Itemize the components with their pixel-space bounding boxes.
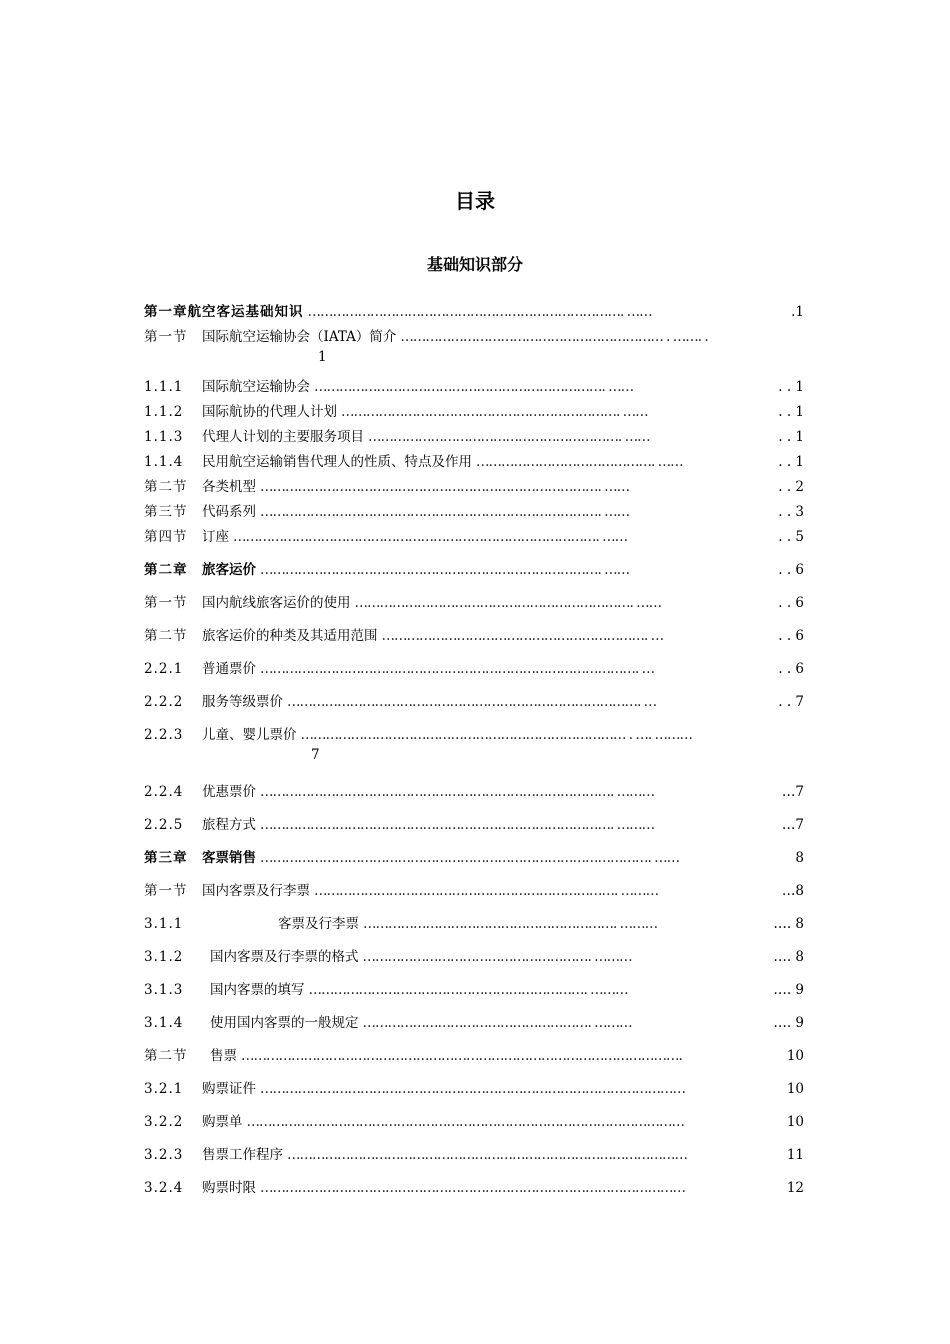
toc-entry[interactable] <box>144 626 804 646</box>
toc-entry-number: 3.1.4 <box>144 1015 184 1031</box>
toc-entry-page: …. 8 <box>773 949 804 965</box>
toc-entry-label: 售票工作程序 <box>202 1147 283 1163</box>
toc-entry-number: 2.2.3 <box>144 727 184 743</box>
toc-leader-dots: …………………………………………………………………… . …. ……… <box>300 727 692 743</box>
toc-entry-number: 第二节 <box>144 479 188 495</box>
toc-entry-page: …. 9 <box>773 1015 804 1031</box>
toc-entry[interactable] <box>144 947 804 967</box>
toc-entry-label: 国际航协的代理人计划 <box>202 404 337 420</box>
toc-entry-page: 10 <box>786 1114 804 1130</box>
toc-entry-label: 代码系列 <box>202 504 256 520</box>
toc-entry-number: 第二节 <box>144 1048 188 1064</box>
toc-entry-page: 10 <box>786 1048 804 1064</box>
toc-leader-dots: ………………………………………………………………………. …… <box>260 504 630 520</box>
toc-entry-label: 国内客票的填写 <box>210 982 305 998</box>
toc-entry-page: . . 1 <box>778 379 804 395</box>
toc-entry-number: 第二章 <box>144 562 188 578</box>
toc-entry-page: . . 6 <box>778 661 804 677</box>
toc-leader-dots: ………………………………………………………………………………………… <box>260 1180 685 1196</box>
toc-leader-dots: …………………………………………………………………………. ……… <box>260 784 655 800</box>
toc-entry[interactable] <box>144 560 804 580</box>
toc-leader-dots: ……………………………………………………. ……… <box>363 916 658 932</box>
toc-entry[interactable] <box>144 692 804 712</box>
toc-entry-number: 2.2.2 <box>144 694 184 710</box>
toc-entry-number: 3.2.2 <box>144 1114 184 1130</box>
toc-leader-dots: …………………………………………………………. ……… <box>308 982 628 998</box>
toc-leader-dots: ………………………………………………. ……… <box>362 1015 632 1031</box>
toc-entry-page: . . 1 <box>778 429 804 445</box>
toc-entry[interactable] <box>144 1046 804 1066</box>
toc-entry[interactable] <box>144 377 804 397</box>
toc-entry-page: 10 <box>786 1081 804 1097</box>
toc-entry[interactable] <box>144 402 804 422</box>
toc-leader-dots: …………………………………………………………………………. … <box>287 694 657 710</box>
toc-entry-page: …7 <box>781 817 804 833</box>
toc-entry-label: 售票 <box>210 1048 237 1064</box>
toc-entry-page-wrapped: 1 <box>318 349 327 365</box>
toc-entry-number: 1.1.3 <box>144 429 184 445</box>
toc-entry-label: 国内客票及行李票的格式 <box>210 949 359 965</box>
toc-entry[interactable] <box>144 1079 804 1099</box>
toc-entry-label: 旅程方式 <box>202 817 256 833</box>
page-title: 目录 <box>455 189 495 213</box>
toc-entry-number: 第二节 <box>144 628 188 644</box>
toc-leader-dots: ………………………………………………………………………………. … <box>260 661 655 677</box>
toc-leader-dots: …………………………………………………………………. …… <box>307 304 652 320</box>
toc-entry[interactable] <box>144 659 804 679</box>
toc-entry-number: 3.2.4 <box>144 1180 184 1196</box>
toc-entry-label: 儿童、婴儿票价 <box>202 727 297 743</box>
toc-entry[interactable] <box>144 477 804 497</box>
toc-entry-label: 民用航空运输销售代理人的性质、特点及作用 <box>202 454 472 470</box>
toc-entry-page: 11 <box>786 1147 804 1163</box>
toc-entry-page: . . 1 <box>778 454 804 470</box>
toc-leader-dots: ………………………………………………………. … <box>381 628 664 644</box>
toc-leader-dots: …………………………………………………………………………………………… <box>246 1114 684 1130</box>
toc-entry-page: . . 7 <box>778 694 804 710</box>
toc-leader-dots: ………………………………………………………………………. …… <box>260 479 630 495</box>
toc-entry[interactable] <box>144 302 804 322</box>
toc-entry-label: 旅客运价的种类及其适用范围 <box>202 628 378 644</box>
toc-leader-dots: ………………………………………………. ……… <box>362 949 632 965</box>
toc-entry[interactable] <box>144 782 804 802</box>
toc-entry-number: 第三节 <box>144 504 188 520</box>
toc-entry[interactable] <box>144 980 804 1000</box>
toc-leader-dots: ……………………………………………………………. …… <box>314 379 634 395</box>
toc-entry[interactable] <box>144 881 804 901</box>
toc-entry[interactable] <box>144 914 804 934</box>
toc-entry-page: . . 1 <box>778 404 804 420</box>
toc-entry-label: 使用国内客票的一般规定 <box>210 1015 359 1031</box>
toc-entry-label: 购票证件 <box>202 1081 256 1097</box>
toc-entry-number: 第一章航空客运基础知识 <box>144 304 304 320</box>
toc-entry-number: 第四节 <box>144 529 188 545</box>
toc-entry[interactable] <box>144 848 804 868</box>
toc-leader-dots: ……………………………………………………………………………. …… <box>233 529 628 545</box>
toc-leader-dots: ……………………………………………………… . ……. . <box>400 329 708 345</box>
toc-entry[interactable] <box>144 327 804 365</box>
toc-entry-page: . . 5 <box>778 529 804 545</box>
toc-entry-number: 第三章 <box>144 850 188 866</box>
toc-entry[interactable] <box>144 593 804 613</box>
toc-leader-dots: …………………………………………………………………………………… <box>287 1147 687 1163</box>
toc-entry-label: 购票单 <box>202 1114 243 1130</box>
toc-entry-label: 国际航空运输协会 <box>202 379 310 395</box>
toc-entry-label: 购票时限 <box>202 1180 256 1196</box>
toc-entry-number: 1.1.2 <box>144 404 184 420</box>
toc-entry-number: 3.2.1 <box>144 1081 184 1097</box>
toc-entry-number: 第一节 <box>144 595 188 611</box>
toc-entry-number: 1.1.4 <box>144 454 184 470</box>
toc-entry-label: 各类机型 <box>202 479 256 495</box>
toc-entry[interactable] <box>144 527 804 547</box>
toc-entry[interactable] <box>144 815 804 835</box>
section-subtitle: 基础知识部分 <box>426 255 523 274</box>
toc-entry-page: . . 6 <box>778 595 804 611</box>
toc-entry-label: 优惠票价 <box>202 784 256 800</box>
toc-entry[interactable] <box>144 427 804 447</box>
toc-entry-number: 3.1.2 <box>144 949 184 965</box>
toc-entry-number: 2.2.5 <box>144 817 184 833</box>
toc-entry-page: …7 <box>781 784 804 800</box>
toc-entry-page: . . 2 <box>778 479 804 495</box>
toc-entry-page: . . 6 <box>778 562 804 578</box>
toc-entry[interactable] <box>144 1013 804 1033</box>
toc-leader-dots: ………………………………………………………………………………………… <box>260 1081 685 1097</box>
toc-entry-label: 国际航空运输协会（IATA）简介 <box>202 329 397 345</box>
toc-entry-label: 订座 <box>202 529 229 545</box>
toc-entry-label: 旅客运价 <box>202 562 256 578</box>
toc-entry-page: …. 9 <box>773 982 804 998</box>
toc-leader-dots: ………………………………………………………………. ……… <box>314 883 659 899</box>
toc-entry-label: 客票销售 <box>202 850 256 866</box>
toc-entry-label: 国内客票及行李票 <box>202 883 310 899</box>
toc-entry-number: 第一节 <box>144 329 188 345</box>
toc-entry-label: 普通票价 <box>202 661 256 677</box>
toc-entry-number: 2.2.4 <box>144 784 184 800</box>
toc-entry[interactable] <box>144 452 804 472</box>
toc-entry-page: . . 6 <box>778 628 804 644</box>
toc-entry[interactable] <box>144 1178 804 1198</box>
toc-entry-label: 代理人计划的主要服务项目 <box>202 429 364 445</box>
toc-entry-label: 客票及行李票 <box>278 916 359 932</box>
toc-entry-number: 1.1.1 <box>144 379 184 395</box>
toc-entry-label: 服务等级票价 <box>202 694 283 710</box>
toc-entry-label: 国内航线旅客运价的使用 <box>202 595 351 611</box>
toc-leader-dots: ……………………………………………………. …… <box>368 429 650 445</box>
toc-entry[interactable] <box>144 1112 804 1132</box>
toc-entry[interactable] <box>144 1145 804 1165</box>
toc-leader-dots: ……………………………………. …… <box>476 454 683 470</box>
toc-entry-number: 第一节 <box>144 883 188 899</box>
toc-entry-page: 12 <box>786 1180 804 1196</box>
toc-entry-number: 3.1.3 <box>144 982 184 998</box>
toc-entry-page-wrapped: 7 <box>311 747 320 763</box>
toc-entry-page: . . 3 <box>778 504 804 520</box>
toc-leader-dots: …………………………………………………………………………………. …… <box>260 850 680 866</box>
toc-leader-dots: ……………………………………………………………………………………………. <box>241 1048 682 1064</box>
toc-leader-dots: …………………………………………………………………………. ……… <box>260 817 655 833</box>
toc-entry-page: …8 <box>781 883 804 899</box>
toc-entry-page: .1 <box>791 304 804 320</box>
toc-entry-number: 3.1.1 <box>144 916 184 932</box>
toc-entry-number: 3.2.3 <box>144 1147 184 1163</box>
toc-entry-page: 8 <box>795 850 804 866</box>
toc-entry-page: …. 8 <box>773 916 804 932</box>
toc-leader-dots: ………………………………………………………………………. …… <box>260 562 630 578</box>
toc-entry-number: 2.2.1 <box>144 661 184 677</box>
toc-entry[interactable] <box>144 502 804 522</box>
toc-leader-dots: …………………………………………………………. …… <box>341 404 648 420</box>
toc-leader-dots: …………………………………………………………. …… <box>354 595 662 611</box>
toc-entry[interactable] <box>144 725 804 763</box>
